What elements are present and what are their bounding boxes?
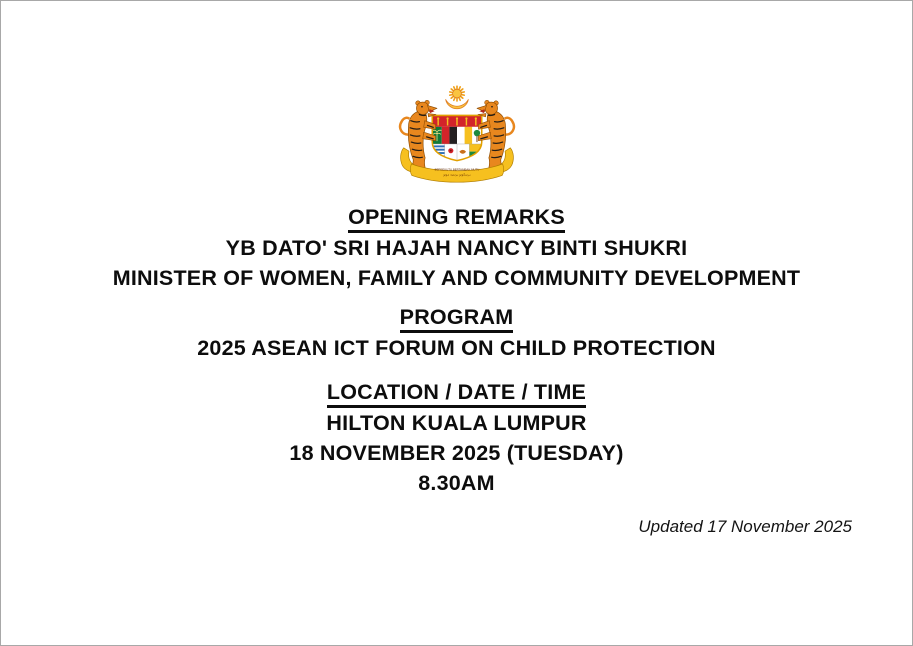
speaker-name: YB DATO' SRI HAJAH NANCY BINTI SHUKRI — [225, 236, 688, 260]
event-time: 8.30AM — [418, 471, 495, 495]
program-name: 2025 ASEAN ICT FORUM ON CHILD PROTECTION — [197, 336, 716, 360]
program-heading-label: PROGRAM — [400, 305, 514, 333]
event-location: HILTON KUALA LUMPUR — [326, 411, 587, 435]
program-block — [1, 302, 912, 363]
program-heading — [1, 302, 912, 333]
motto-text-jawi: برسكوتو برتمبه موتو — [442, 172, 471, 177]
federal-star-icon — [449, 86, 463, 101]
motto-text-latin: BERSEKUTU BERTAMBAH MUTU — [434, 167, 479, 172]
event-details-block — [1, 377, 912, 498]
event-details-heading-label: LOCATION / DATE / TIME — [327, 380, 586, 408]
speaker-title: MINISTER OF WOMEN, FAMILY AND COMMUNITY DEVELOPMENT — [112, 266, 801, 290]
shield — [432, 115, 481, 161]
malaysia-coat-of-arms-icon — [395, 85, 519, 183]
updated-note: Updated 17 November 2025 — [638, 517, 852, 536]
opening-remarks-heading — [1, 202, 912, 233]
event-details-heading — [1, 377, 912, 408]
header-block — [1, 202, 912, 293]
event-date: 18 NOVEMBER 2025 (TUESDAY) — [289, 441, 624, 465]
opening-remarks-label: OPENING REMARKS — [348, 205, 565, 233]
